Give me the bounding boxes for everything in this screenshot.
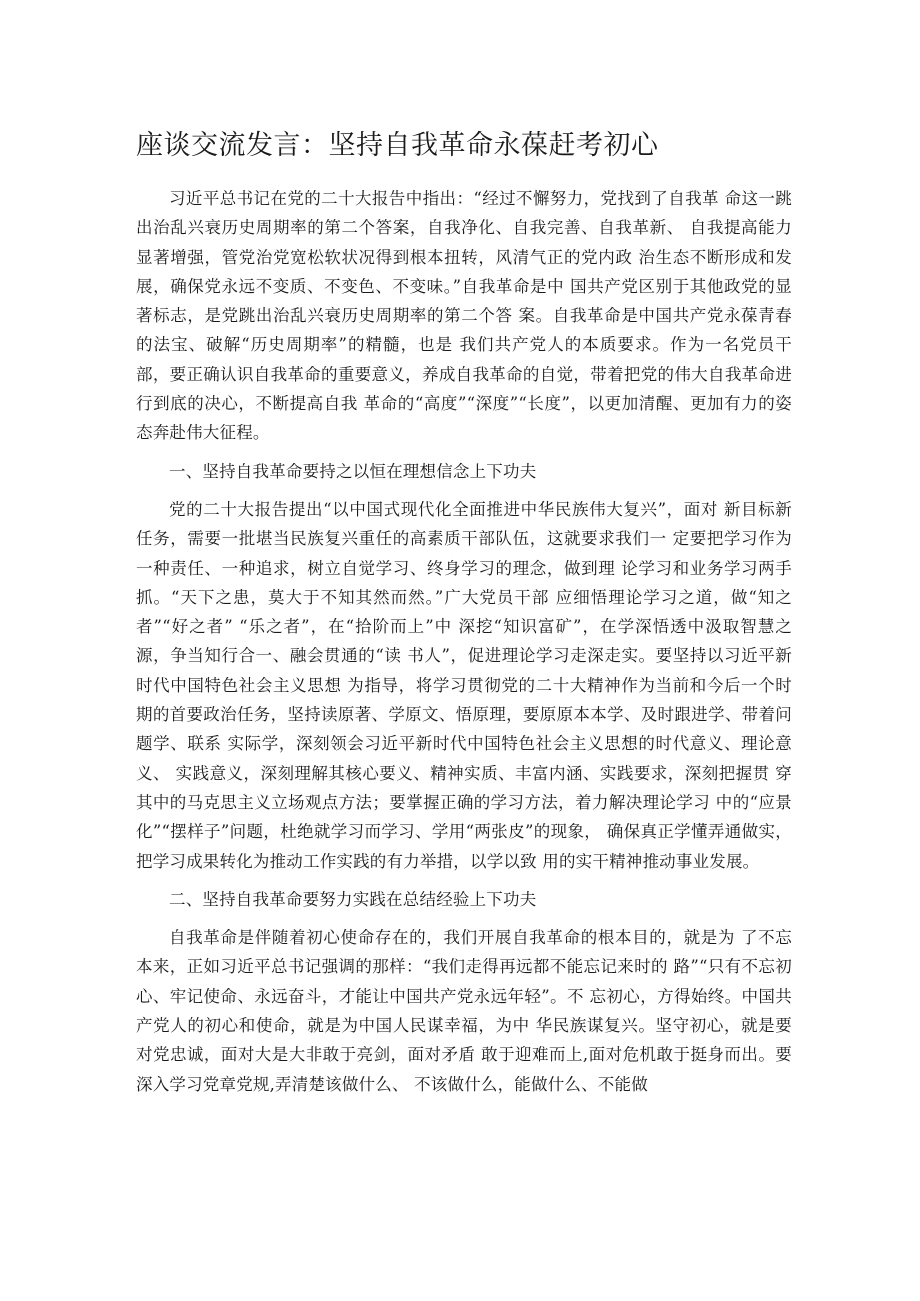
section-heading-1: 一、坚持自我革命要持之以恒在理想信念上下功夫 bbox=[169, 461, 537, 481]
paragraph-gap bbox=[136, 448, 792, 457]
document-title: 座谈交流发言：坚持自我革命永葆赶考初心 bbox=[136, 130, 659, 161]
paragraph-gap bbox=[136, 914, 792, 923]
document-body bbox=[136, 184, 792, 1099]
section-heading-2: 二、坚持自我革命要努力实践在总结经验上下功夫 bbox=[169, 889, 537, 909]
section-2-paragraph: 自我革命是伴随着初心使命存在的，我们开展自我革命的根本目的，就是为 了不忘本来，正如习近平总书记强调的那样：“我们走得再远都不能忘记来时的 路”“只有不忘初心、牢记使命、永远奋斗，才能让中国共产党永远年轻”。不 忘初心，方得始终。中国共产党人的初心和使命，就是为中国人民谋幸福，为中 华民族谋复兴。坚守初心，就是要对党忠诚，面对大是大非敢于亮剑，面对矛盾 敢于迎难而上,面对危机敢于挺身而出。要深入学习党章党规,弄清楚该做什么、 不该做什么，能做什么、不能做 bbox=[136, 928, 792, 1094]
paragraph-gap bbox=[136, 486, 792, 495]
section-1-paragraph: 党的二十大报告提出“以中国式现代化全面推进中华民族伟大复兴”，面对 新目标新任务，需要一批堪当民族复兴重任的高素质干部队伍，这就要求我们一 定要把学习作为一种责任、一种追求，树立自觉学习、终身学习的理念，做到理 论学习和业务学习两手抓。“天下之患，莫大于不知其然而然。”广大党员干部 应细悟理论学习之道，做“知之者”“好之者” “乐之者”，在“拾阶而上”中 深挖“知识富矿”，在学深悟透中汲取智慧之源，争当知行合一、融会贯通的“读 书人”，促进理论学习走深走实。要坚持以习近平新时代中国特色社会主义思想 为指导，将学习贯彻党的二十大精神作为当前和今后一个时期的首要政治任务，坚持读原著、学原文、悟原理，要原原本本学、及时跟进学、带着问题学、联系 实际学，深刻领会习近平新时代中国特色社会主义思想的时代意义、理论意义、 实践意义，深刻理解其核心要义、精神实质、丰富内涵、实践要求，深刻把握贯 穿其中的马克思主义立场观点方法；要掌握正确的学习方法，着力解决理论学习 中的“应景化”“摆样子”问题，杜绝就学习而学习、学用“两张皮”的现象， 确保真正学懂弄通做实，把学习成果转化为推动工作实践的有力举措，以学以致 用的实干精神推动事业发展。 bbox=[136, 499, 792, 871]
paragraph-gap bbox=[136, 876, 792, 885]
intro-paragraph: 习近平总书记在党的二十大报告中指出：“经过不懈努力，党找到了自我革 命这一跳出治乱兴衰历史周期率的第二个答案，自我净化、自我完善、自我革新、 自我提高能力显著增强，管党治党宽松软状况得到根本扭转，风清气正的党内政 治生态不断形成和发展，确保党永远不变质、不变色、不变味。”自我革命是中 国共产党区别于其他政党的显著标志，是党跳出治乱兴衰历史周期率的第二个答 案。自我革命是中国共产党永葆青春的法宝、破解“历史周期率”的精髓，也是 我们共产党人的本质要求。作为一名党员干部，要正确认识自我革命的重要意义，养成自我革命的自觉，带着把党的伟大自我革命进行到底的决心，不断提高自我 革命的“高度”“深度”“长度”，以更加清醒、更加有力的姿态奔赴伟大征程。 bbox=[136, 189, 792, 443]
